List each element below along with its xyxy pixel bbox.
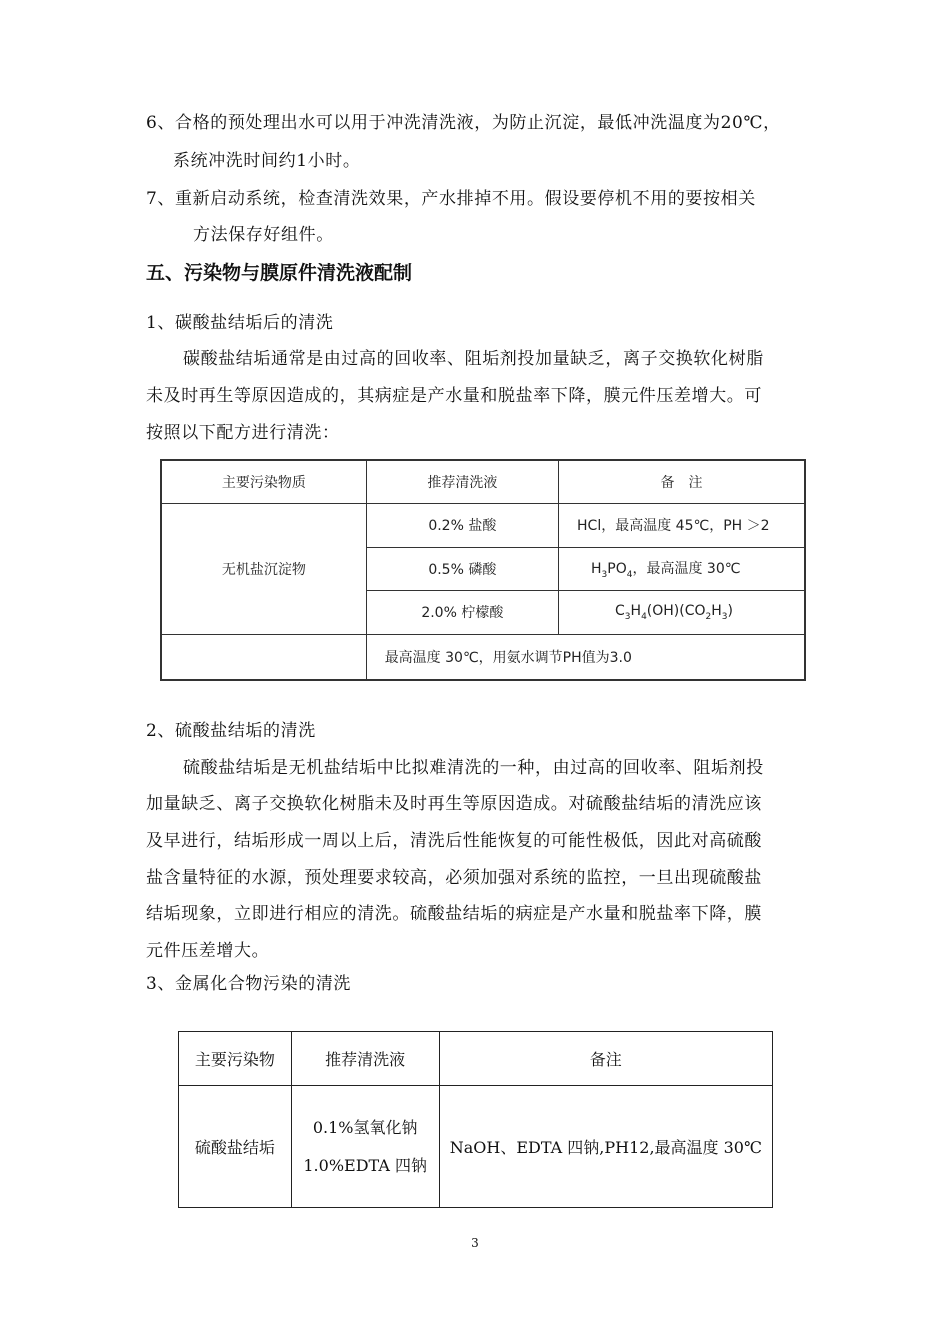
subsection-2-text-line6: 元件压差增大。: [146, 941, 270, 961]
note-cell: $H_3PO_4$，最高温度 30℃: [559, 547, 805, 590]
subsection-2-text-line3: 及早进行，结垢形成一周以上后，清洗后性能恢复的可能性极低，因此对高硫酸: [146, 831, 762, 851]
subsection-2-text-line5: 结垢现象，立即进行相应的清洗。硫酸盐结垢的病症是产水量和脱盐率下降，膜: [146, 904, 762, 924]
subsection-2-text-line4: 盐含量特征的水源，预处理要求较高，必须加强对系统的监控，一旦出现硫酸盐: [146, 868, 762, 888]
table-row: [161, 503, 805, 547]
subsection-2-text-line2: 加量缺乏、离子交换软化树脂未及时再生等原因造成。对硫酸盐结垢的清洗应该: [146, 794, 762, 814]
solution-cell: [291, 1086, 439, 1208]
note-cell: NaOH、EDTA 四钠,PH12,最高温度 30℃: [439, 1086, 772, 1208]
solution-cell: 0.5% 磷酸: [366, 547, 558, 590]
paragraph-7-line1: 7、重新启动系统，检查清洗效果，产水排掉不用。假设要停机不用的要按相关: [146, 189, 756, 209]
note-cell: HCl，最高温度 45℃，PH ＞2: [559, 503, 805, 547]
table-header-cell: 推荐清洗液: [366, 460, 558, 503]
carbonate-cleaning-table: [160, 459, 806, 681]
section-title: 五、污染物与膜原件清洗液配制: [146, 262, 413, 284]
sulfate-cleaning-table: [178, 1031, 773, 1208]
table-header-row: [179, 1032, 773, 1086]
table-header-cell: 主要污染物: [179, 1032, 292, 1086]
solution-line: 0.1%氢氧化钠: [312, 1117, 418, 1137]
table-header-cell: 备 注: [559, 460, 805, 503]
subsection-2-text-line1: 硫酸盐结垢是无机盐结垢中比拟难清洗的一种，由过高的回收率、阻垢剂投: [183, 758, 764, 778]
solution-line: 1.0%EDTA 四钠: [303, 1155, 427, 1175]
paragraph-6-line1: 6、合格的预处理出水可以用于冲洗清洗液，为防止沉淀，最低冲洗温度为20℃，: [146, 113, 781, 133]
subsection-1-text-line2: 未及时再生等原因造成的，其病症是产水量和脱盐率下降，膜元件压差增大。可: [146, 386, 762, 406]
subsection-2-title: 2、硫酸盐结垢的清洗: [146, 721, 316, 741]
paragraph-6-line2: 系统冲洗时间约1小时。: [173, 151, 361, 171]
subsection-1-text-line3: 按照以下配方进行清洗：: [146, 423, 340, 443]
solution-cell: 2.0% 柠檬酸: [366, 590, 558, 634]
table-footer-row: [161, 634, 805, 680]
table-header-row: [161, 460, 805, 503]
subsection-1-title: 1、碳酸盐结垢后的清洗: [146, 313, 334, 333]
solution-cell: 0.2% 盐酸: [366, 503, 558, 547]
pollutant-cell: 无机盐沉淀物: [161, 503, 366, 634]
table-header-cell: 备注: [439, 1032, 772, 1086]
empty-cell: [161, 634, 366, 680]
table-row: [179, 1086, 773, 1208]
table-header-cell: 主要污染物质: [161, 460, 366, 503]
footer-note-cell: 最高温度 30℃，用氨水调节PH值为3.0: [366, 634, 805, 680]
subsection-3-title: 3、金属化合物污染的清洗: [146, 974, 352, 994]
subsection-1-text-line1: 碳酸盐结垢通常是由过高的回收率、阻垢剂投加量缺乏，离子交换软化树脂: [183, 349, 764, 369]
table-header-cell: 推荐清洗液: [291, 1032, 439, 1086]
paragraph-7-line2: 方法保存好组件。: [193, 225, 334, 245]
pollutant-cell: 硫酸盐结垢: [179, 1086, 292, 1208]
page-number: 3: [471, 1236, 479, 1250]
note-cell: $C_3H_4(OH)(CO_2H_3)$: [559, 590, 805, 634]
